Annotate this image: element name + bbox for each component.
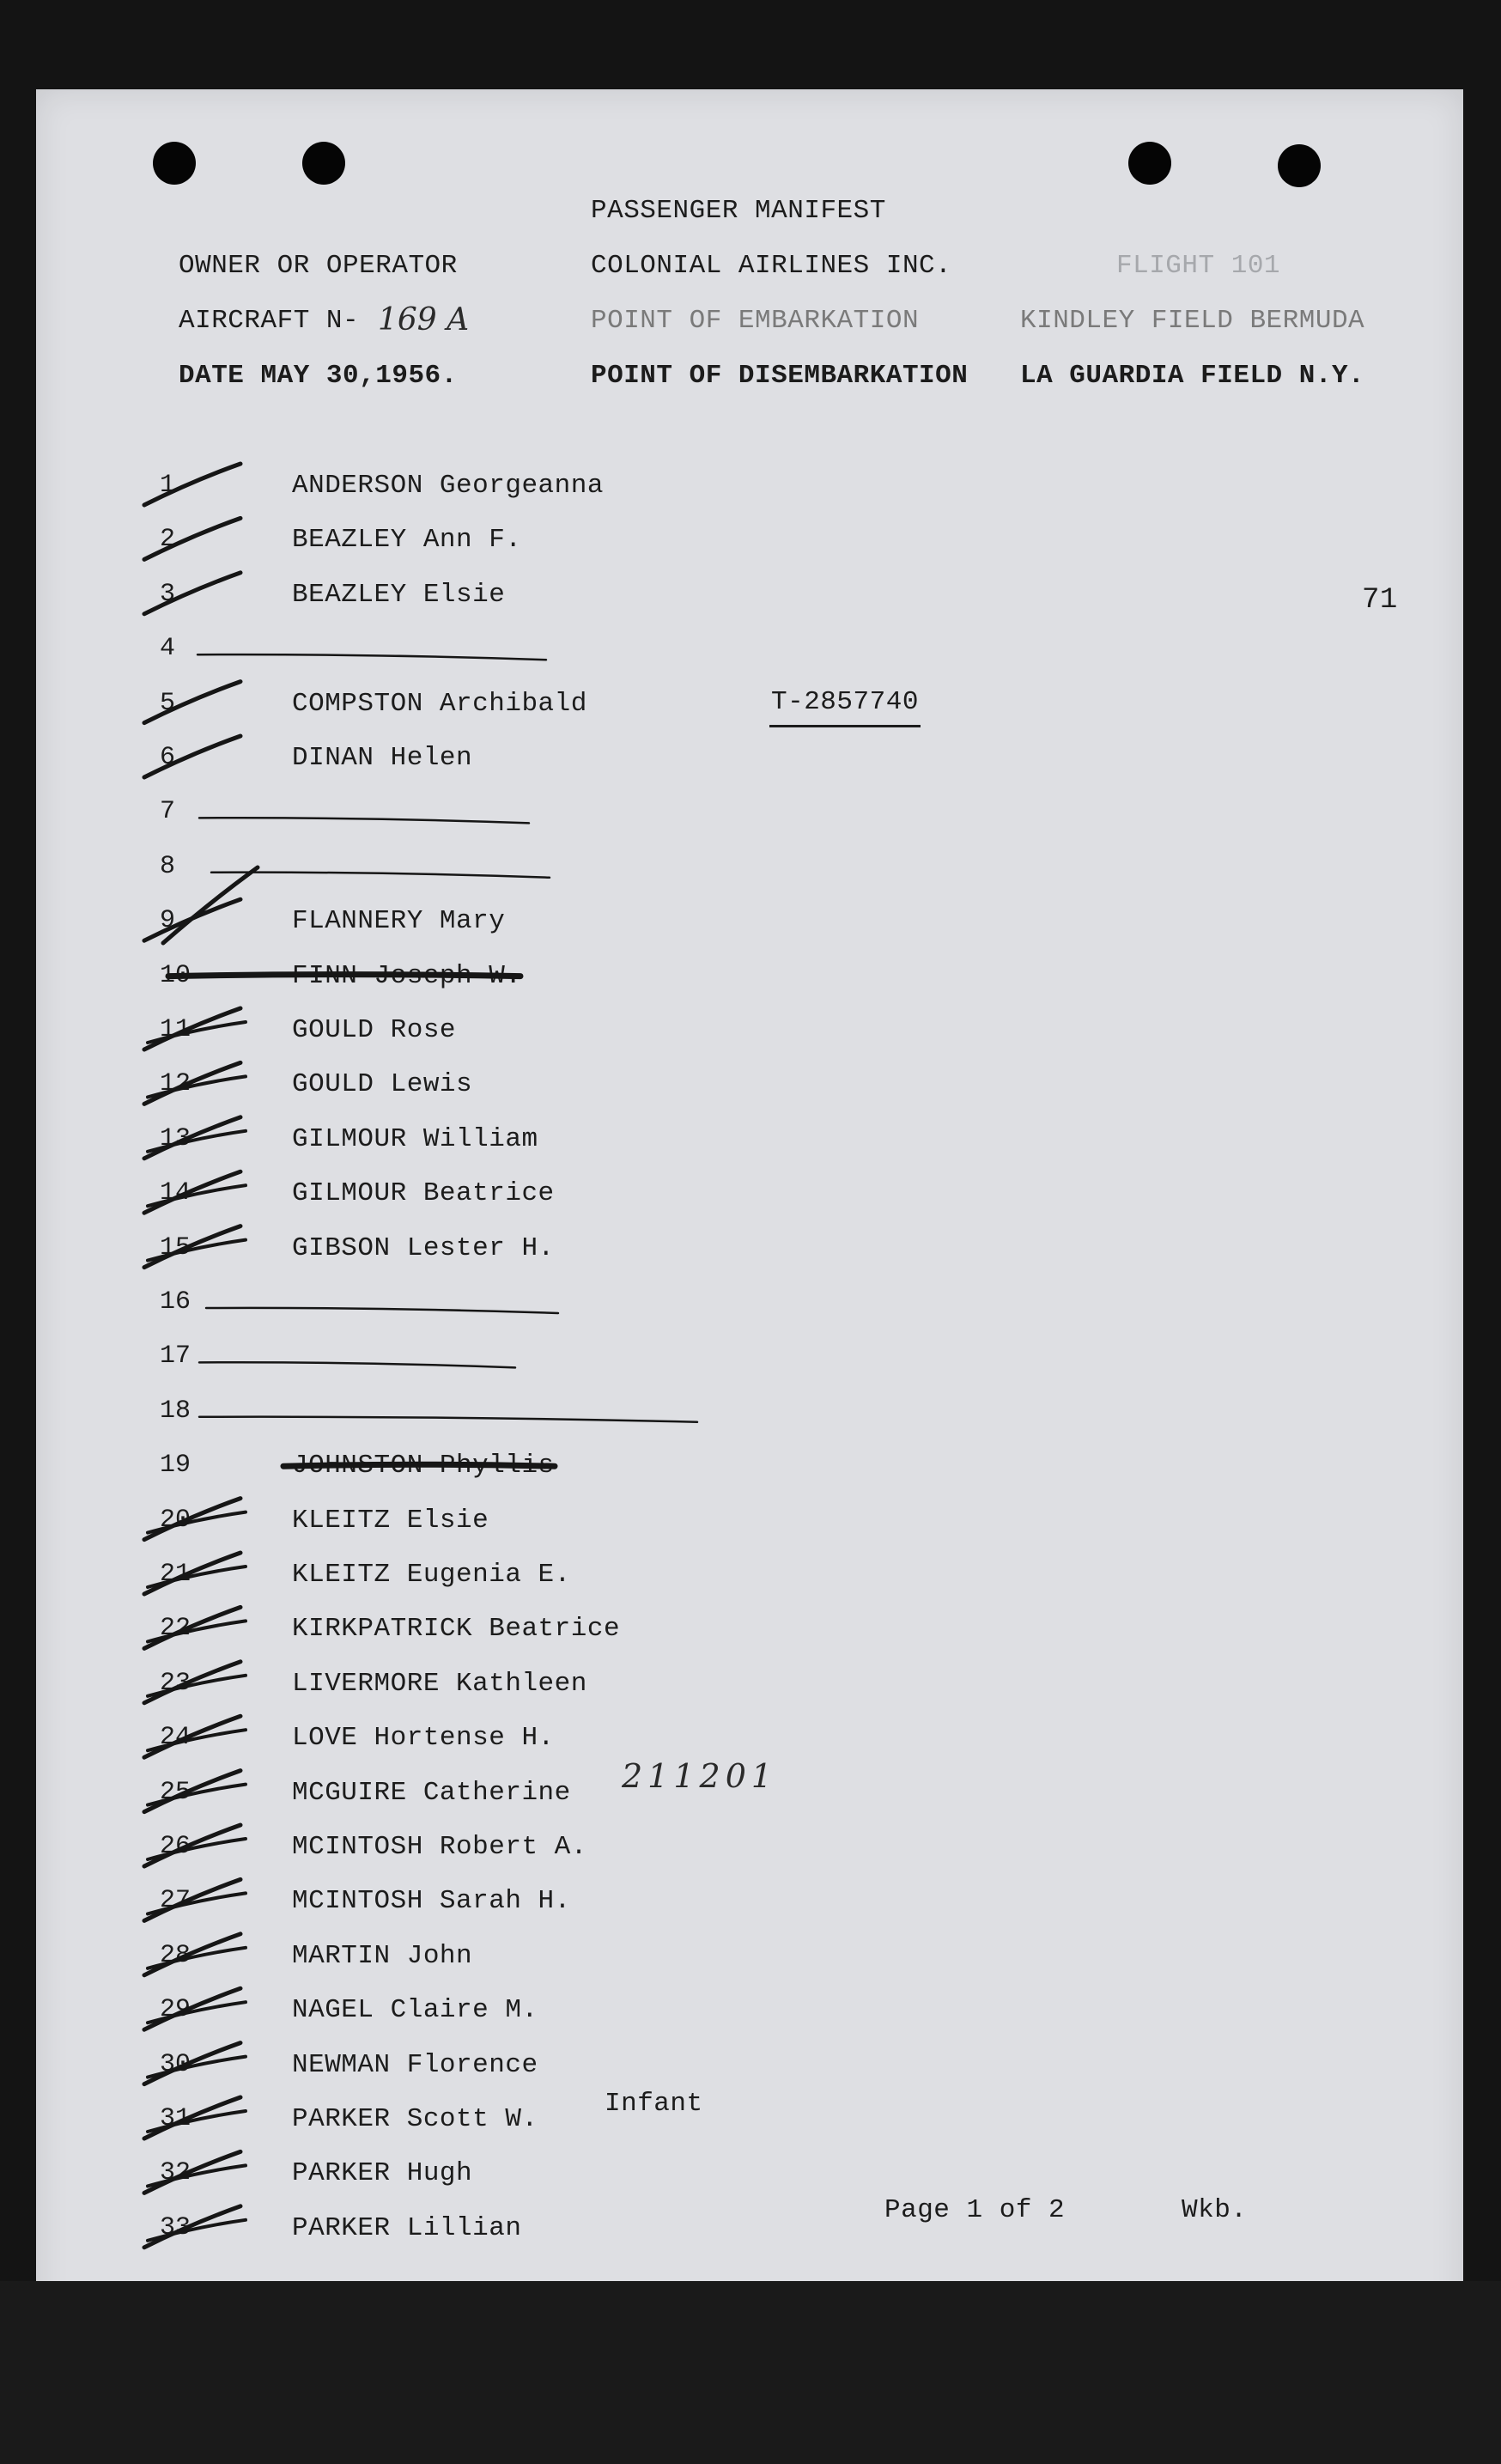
ticket-number: T-2857740 xyxy=(771,687,919,717)
aircraft-number-handwritten: 169 A xyxy=(378,302,470,338)
passenger-name: GOULD Lewis xyxy=(292,1069,473,1100)
row-number: 18 xyxy=(160,1396,191,1426)
row-number: 33 xyxy=(160,2212,191,2242)
row-number: 13 xyxy=(160,1123,191,1153)
row-number: 9 xyxy=(160,906,176,936)
passenger-name: PARKER Lillian xyxy=(292,2212,522,2243)
aircraft-label: AIRCRAFT N- xyxy=(179,306,360,336)
ticket-underline xyxy=(769,725,921,727)
passenger-name: ANDERSON Georgeanna xyxy=(292,471,604,501)
scan-border xyxy=(0,2281,1501,2464)
page-info: Page 1 of 2 xyxy=(884,2195,1066,2225)
row-number: 1 xyxy=(160,471,176,500)
manifest-sheet xyxy=(36,89,1463,2327)
row-number: 2 xyxy=(160,525,176,555)
row-number: 27 xyxy=(160,1886,191,1916)
passenger-name: NAGEL Claire M. xyxy=(292,1995,538,2026)
passenger-name: FINN Joseph W. xyxy=(292,960,522,991)
row-number: 4 xyxy=(160,634,176,664)
page-number-mark: 71 xyxy=(1362,584,1398,617)
punch-hole xyxy=(153,142,196,185)
passenger-name: GOULD Rose xyxy=(292,1015,457,1045)
punch-hole xyxy=(1128,142,1171,185)
row-number: 25 xyxy=(160,1777,191,1807)
row-number: 32 xyxy=(160,2158,191,2188)
passenger-name: MARTIN John xyxy=(292,1940,473,1971)
row-number: 6 xyxy=(160,743,176,772)
passenger-name: DINAN Helen xyxy=(292,743,473,773)
owner-value: COLONIAL AIRLINES INC. xyxy=(591,251,952,281)
row-number: 14 xyxy=(160,1178,191,1208)
clerk-initials: Wkb. xyxy=(1182,2195,1248,2225)
row-number: 19 xyxy=(160,1451,191,1481)
passenger-name: BEAZLEY Elsie xyxy=(292,579,506,610)
row-number: 10 xyxy=(160,960,191,990)
passenger-name: COMPSTON Archibald xyxy=(292,688,587,719)
manifest-title: PASSENGER MANIFEST xyxy=(591,196,886,226)
passenger-name: KLEITZ Eugenia E. xyxy=(292,1560,571,1590)
row-number: 5 xyxy=(160,688,176,718)
row-number: 15 xyxy=(160,1232,191,1262)
row-number: 22 xyxy=(160,1614,191,1644)
row-number: 28 xyxy=(160,1940,191,1970)
passenger-name: MCGUIRE Catherine xyxy=(292,1777,571,1808)
passenger-name: KLEITZ Elsie xyxy=(292,1505,489,1536)
passenger-name: LOVE Hortense H. xyxy=(292,1723,555,1754)
point-disembarkation-value: LA GUARDIA FIELD N.Y. xyxy=(1020,361,1365,391)
passenger-name: KIRKPATRICK Beatrice xyxy=(292,1614,621,1645)
row-number: 26 xyxy=(160,1832,191,1861)
row-number: 17 xyxy=(160,1342,191,1372)
passenger-name: GIBSON Lester H. xyxy=(292,1232,555,1263)
row-number: 23 xyxy=(160,1668,191,1698)
point-embarkation-label: POINT OF EMBARKATION xyxy=(591,306,920,336)
passenger-name: FLANNERY Mary xyxy=(292,906,506,937)
passenger-name: JOHNSTON Phyllis xyxy=(292,1451,555,1481)
point-disembarkation-label: POINT OF DISEMBARKATION xyxy=(591,361,969,391)
passenger-name: GILMOUR William xyxy=(292,1123,538,1154)
passenger-name: PARKER Scott W. xyxy=(292,2104,538,2134)
passenger-name: MCINTOSH Robert A. xyxy=(292,1832,587,1862)
row-number: 3 xyxy=(160,579,176,609)
row-number: 16 xyxy=(160,1287,191,1317)
row-number: 31 xyxy=(160,2104,191,2133)
handwritten-note: 211201 xyxy=(622,1757,778,1795)
passenger-name: NEWMAN Florence xyxy=(292,2049,538,2080)
row-number: 29 xyxy=(160,1995,191,2025)
passenger-name: PARKER Hugh xyxy=(292,2158,473,2189)
infant-note: Infant xyxy=(605,2089,703,2119)
passenger-name: BEAZLEY Ann F. xyxy=(292,525,522,556)
row-number: 24 xyxy=(160,1723,191,1753)
passenger-name: LIVERMORE Kathleen xyxy=(292,1668,587,1699)
row-number: 21 xyxy=(160,1560,191,1589)
row-number: 20 xyxy=(160,1505,191,1535)
row-number: 30 xyxy=(160,2049,191,2079)
punch-hole xyxy=(302,142,345,185)
row-number: 7 xyxy=(160,797,176,827)
flight-number-faded: FLIGHT 101 xyxy=(1116,251,1281,281)
date-label: DATE MAY 30,1956. xyxy=(179,361,458,391)
passenger-name: MCINTOSH Sarah H. xyxy=(292,1886,571,1917)
row-number: 8 xyxy=(160,851,176,881)
owner-label: OWNER OR OPERATOR xyxy=(179,251,458,281)
punch-hole xyxy=(1278,144,1321,187)
row-number: 12 xyxy=(160,1069,191,1099)
point-embarkation-value: KINDLEY FIELD BERMUDA xyxy=(1020,306,1365,336)
row-number: 11 xyxy=(160,1015,191,1044)
passenger-name: GILMOUR Beatrice xyxy=(292,1178,555,1209)
